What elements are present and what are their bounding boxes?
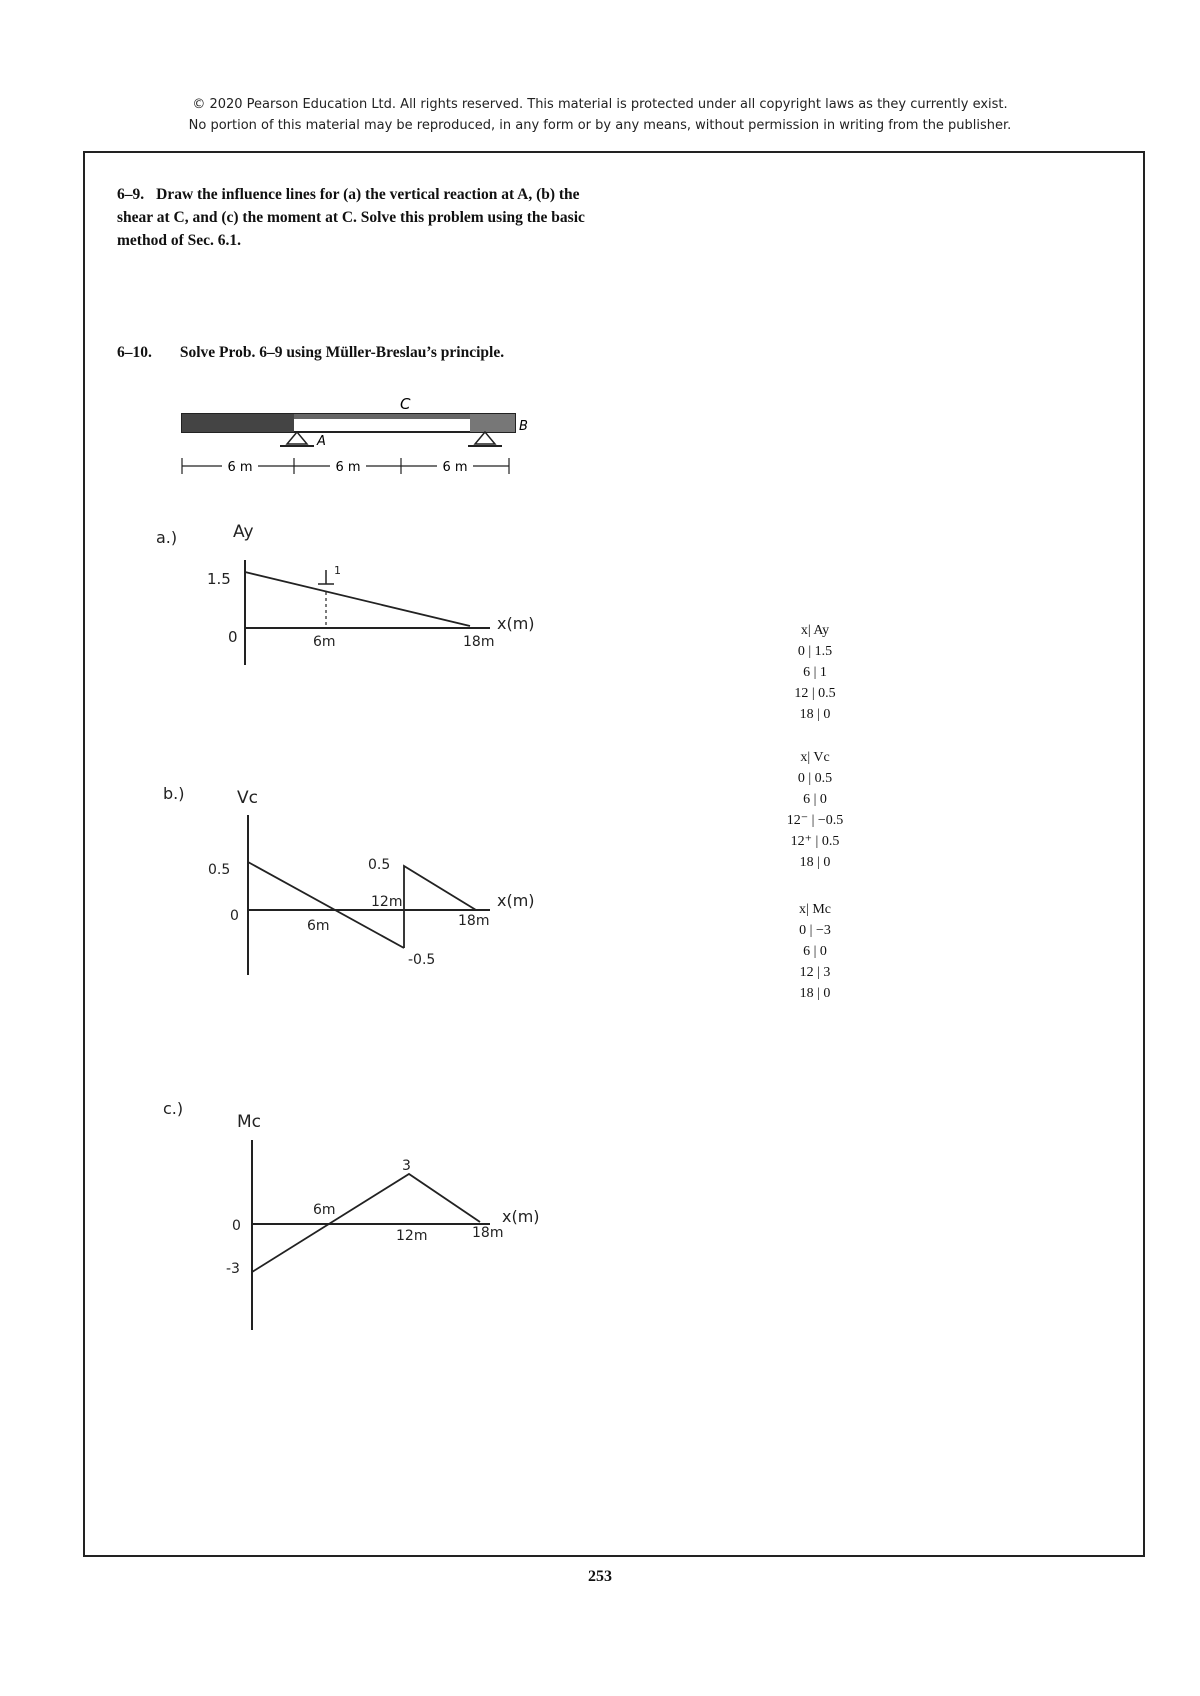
graph-b-tick-6m: 6m — [307, 918, 330, 934]
graph-c-xlabel: x(m) — [502, 1207, 540, 1226]
problem-6-9-text: Draw the influence lines for (a) the vertical reaction at A, (b) the shear at C, and (c) the moment at C. Solve this problem using the basic method of Sec. 6.1. — [117, 186, 585, 249]
graph-b-label-0.5: 0.5 — [208, 862, 231, 878]
graph-a-part-label: a.) — [156, 528, 178, 547]
graph-a-ylabel: Ay — [233, 522, 254, 542]
graph-b-ylabel: Vc — [237, 788, 258, 808]
graph-a-tick-18m: 18m — [463, 634, 495, 650]
table-row: 0 | 1.5 — [797, 644, 833, 659]
table-row: 18 | 0 — [799, 707, 831, 722]
graph-b-part-label: b.) — [163, 784, 185, 803]
graph-c-label-3: 3 — [402, 1158, 411, 1174]
graph-c-label-minus3: -3 — [226, 1261, 240, 1277]
graph-a-tick-6m: 6m — [313, 634, 336, 650]
graph-c-ylabel: Mc — [237, 1112, 262, 1132]
table-row: 12⁻ | −0.5 — [786, 813, 844, 828]
span-label-2: 6 m — [335, 460, 361, 475]
graph-c-tick-12m: 12m — [396, 1228, 428, 1244]
copyright-line-1: © 2020 Pearson Education Ltd. All rights reserved. This material is protected under all copyright laws as they currently exist. — [192, 97, 1008, 112]
beam-label-a: A — [317, 434, 326, 449]
table-row: 12 | 0.5 — [794, 686, 836, 701]
graph-c-tick-18m: 18m — [472, 1225, 504, 1241]
graph-b-tick-18m: 18m — [458, 913, 490, 929]
graph-b-label-jump-bottom: -0.5 — [408, 952, 436, 968]
graph-b-label-0: 0 — [230, 908, 239, 924]
table-row: 12 | 3 — [799, 965, 831, 980]
problem-6-10-number: 6–10. — [117, 344, 152, 361]
graph-b-tick-12m: 12m — [371, 894, 403, 910]
problem-6-10-text: Solve Prob. 6–9 using Müller-Breslau’s principle. — [179, 344, 505, 361]
graph-c-tick-6m: 6m — [313, 1202, 336, 1218]
table-row: 0 | 0.5 — [797, 771, 833, 786]
problem-6-9-number: 6–9. — [117, 186, 145, 203]
table-b-values — [760, 747, 870, 873]
table-row: 6 | 1 — [803, 665, 827, 680]
table-row: 18 | 0 — [799, 986, 831, 1001]
graph-a-xlabel: x(m) — [497, 614, 535, 633]
graph-b-label-jump-top: 0.5 — [368, 857, 391, 873]
graph-a-y-zero-label: 0 — [228, 628, 238, 646]
table-a-header: x| Ay — [800, 623, 830, 638]
table-row: 12⁺ | 0.5 — [790, 834, 840, 849]
graph-a-y-top-label: 1.5 — [207, 570, 231, 588]
beam-label-b: B — [519, 419, 528, 434]
graph-b-xlabel: x(m) — [497, 891, 535, 910]
span-label-3: 6 m — [442, 460, 468, 475]
table-b-header: x| Vc — [800, 750, 830, 765]
page-number: 253 — [588, 1568, 612, 1585]
copyright-line-2: No portion of this material may be reproduced, in any form or by any means, without permission in writing from the publisher. — [188, 118, 1012, 133]
table-c-header: x| Mc — [799, 902, 831, 917]
table-row: 18 | 0 — [799, 855, 831, 870]
table-row: 0 | −3 — [799, 923, 831, 938]
table-c-values — [760, 899, 870, 1004]
graph-c-part-label: c.) — [163, 1099, 184, 1118]
table-row: 6 | 0 — [803, 792, 827, 807]
graph-a-unit-load: 1 — [334, 564, 341, 577]
span-label-1: 6 m — [227, 460, 253, 475]
table-a-values — [760, 620, 870, 725]
table-row: 6 | 0 — [803, 944, 827, 959]
graph-c-label-0: 0 — [232, 1218, 241, 1234]
beam-label-c: C — [400, 395, 411, 413]
